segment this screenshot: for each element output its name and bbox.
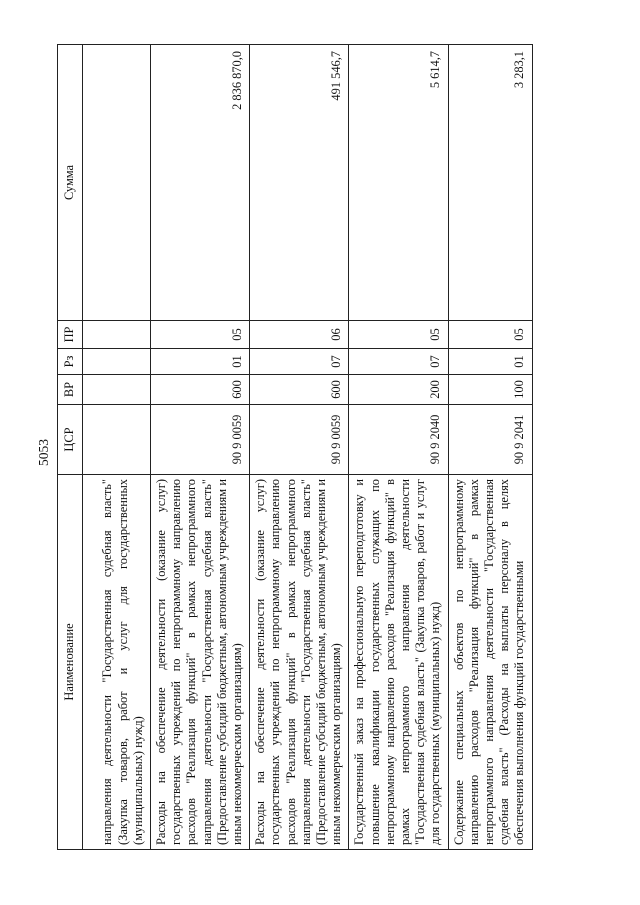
header-vr: ВР bbox=[58, 375, 83, 405]
row-pr: 05 bbox=[448, 321, 532, 349]
row-name: Содержание специальных объектов по непрограммному направлению расходов "Реализация функций" в рамках непрограммного направления деятельности "Государственная судебная власть" (Расходы на выплаты персоналу в целях обеспечения выполнения функций государственными bbox=[448, 475, 532, 850]
header-sum: Сумма bbox=[58, 45, 83, 321]
row-pr: 05 bbox=[349, 321, 448, 349]
row-vr: 600 bbox=[151, 375, 250, 405]
row-vr: 100 bbox=[448, 375, 532, 405]
row-vr: 600 bbox=[250, 375, 349, 405]
row-rz: 07 bbox=[349, 349, 448, 375]
page-number: 5053 bbox=[36, 439, 51, 466]
header-name: Наименование bbox=[58, 475, 83, 850]
row-sum bbox=[83, 45, 151, 321]
row-sum: 491 546,7 bbox=[250, 45, 349, 321]
row-csr bbox=[83, 405, 151, 475]
row-name: Расходы на обеспечение деятельности (оказание услуг) государственных учреждений по непрограммному направлению расходов "Реализация функций" в рамках непрограммного направления деятельности "Государственная судебная власть" (Предоставление субсидий бюджетным, автономным учреждениям и иным некоммерческим организациям) bbox=[151, 475, 250, 850]
table-row bbox=[349, 45, 448, 850]
header-rz: Рз bbox=[58, 349, 83, 375]
table-row bbox=[83, 45, 151, 850]
header-row bbox=[58, 45, 83, 850]
row-pr bbox=[83, 321, 151, 349]
header-csr: ЦСР bbox=[58, 405, 83, 475]
header-pr: ПР bbox=[58, 321, 83, 349]
row-rz bbox=[83, 349, 151, 375]
row-sum: 5 614,7 bbox=[349, 45, 448, 321]
row-rz: 07 bbox=[250, 349, 349, 375]
row-sum: 3 283,1 bbox=[448, 45, 532, 321]
row-csr: 90 9 0059 bbox=[151, 405, 250, 475]
row-name: Государственный заказ на профессиональную переподготовку и повышение квалификации государственных служащих по непрограммному направлению расходов "Реализация функций" в рамках непрограммного направления деятельности "Государственная судебная власть" (Закупка товаров, работ и услуг для государственных (муниципальных) нужд) bbox=[349, 475, 448, 850]
row-csr: 90 9 0059 bbox=[250, 405, 349, 475]
row-rz: 01 bbox=[151, 349, 250, 375]
row-vr bbox=[83, 375, 151, 405]
row-sum: 2 836 870,0 bbox=[151, 45, 250, 321]
row-pr: 05 bbox=[151, 321, 250, 349]
row-csr: 90 9 2040 bbox=[349, 405, 448, 475]
table-row bbox=[151, 45, 250, 850]
row-csr: 90 9 2041 bbox=[448, 405, 532, 475]
table-row bbox=[250, 45, 349, 850]
budget-table bbox=[57, 44, 533, 850]
row-pr: 06 bbox=[250, 321, 349, 349]
row-vr: 200 bbox=[349, 375, 448, 405]
row-name: направления деятельности "Государственная судебная власть" (Закупка товаров, работ и услуг для государственных (муниципальных) нужд) bbox=[83, 475, 151, 850]
row-name: Расходы на обеспечение деятельности (оказание услуг) государственных учреждений по непрограммному направлению расходов "Реализация функций" в рамках непрограммного направления деятельности "Государственная судебная власть" (Предоставление субсидий бюджетным, автономным учреждениям и иным некоммерческим организациям) bbox=[250, 475, 349, 850]
table-row bbox=[448, 45, 532, 850]
row-rz: 01 bbox=[448, 349, 532, 375]
